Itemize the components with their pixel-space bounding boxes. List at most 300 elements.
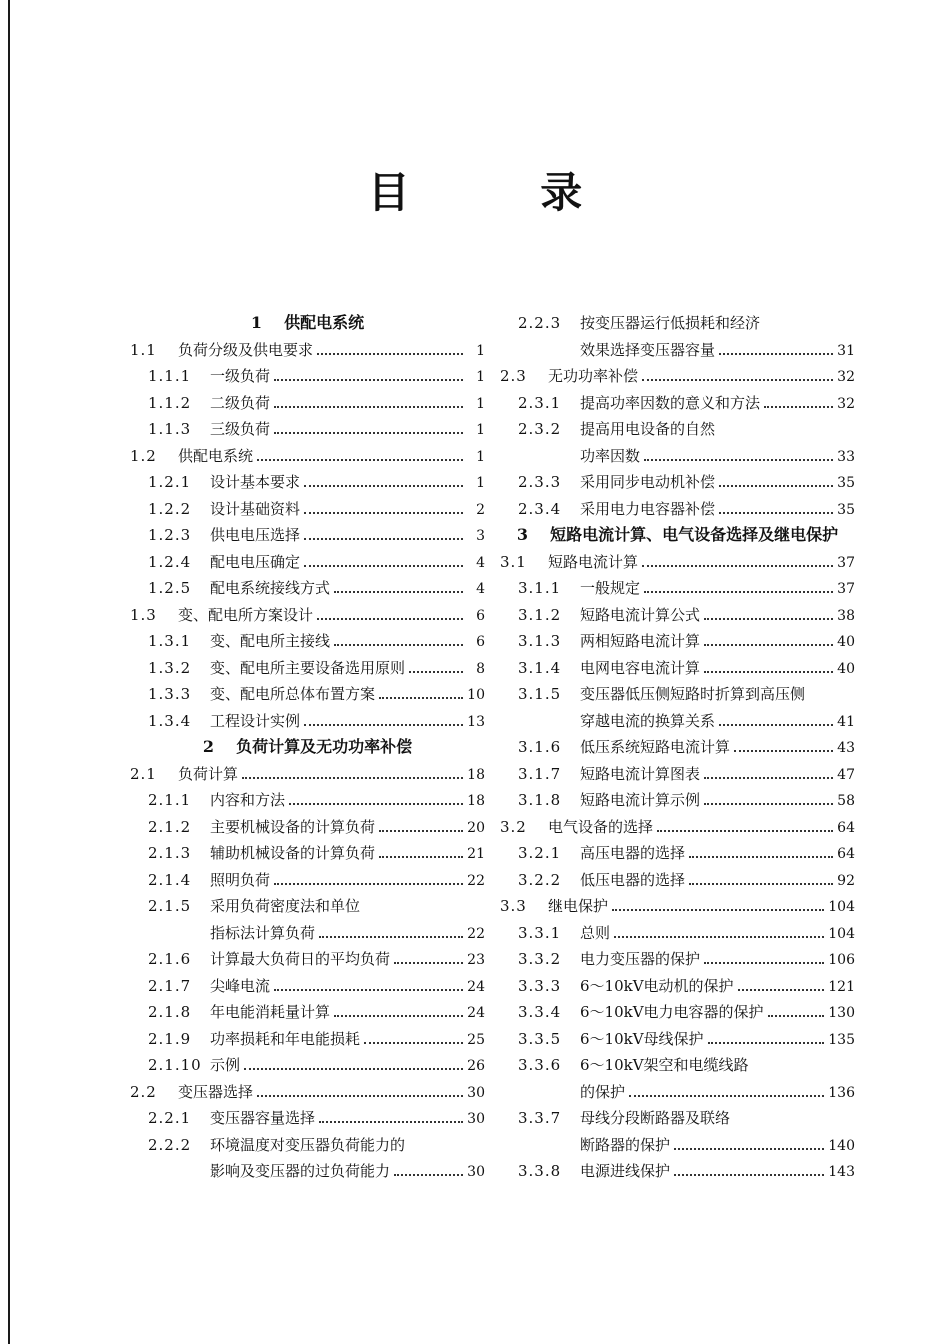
toc-subsection-entry[interactable]: [130, 522, 485, 549]
page-number: 140: [828, 1137, 855, 1154]
toc-entry-continuation[interactable]: [500, 1079, 855, 1106]
dot-leader: [379, 697, 463, 699]
toc-subsection-entry[interactable]: [500, 946, 855, 973]
toc-section-entry[interactable]: [500, 893, 855, 920]
page-number: 1: [476, 369, 485, 385]
entry-title: 变压器容量选择: [210, 1109, 316, 1127]
entry-title: 低压系统短路电流计算: [580, 738, 731, 756]
entry-number: 3.1.1: [518, 579, 562, 597]
page-number: 30: [467, 1111, 485, 1127]
page-number: 1: [476, 448, 485, 465]
toc-right-column: [500, 310, 855, 1185]
chapter-title: 供配电系统: [284, 313, 365, 332]
page-number: 20: [467, 819, 485, 836]
entry-number: 2.3.3: [518, 473, 562, 491]
page-number: 43: [837, 740, 855, 756]
toc-section-entry[interactable]: [130, 337, 485, 364]
entry-title: 功率因数: [580, 446, 641, 465]
toc-chapter-heading[interactable]: [500, 522, 855, 549]
toc-subsection-entry[interactable]: [130, 1052, 485, 1079]
toc-subsection-entry[interactable]: [130, 893, 485, 920]
entry-number: 1.3.3: [148, 685, 192, 703]
entry-title: 配电电压确定: [210, 552, 301, 571]
entry-title: 短路电流计算示例: [580, 791, 701, 809]
entry-number: 1.1.2: [148, 393, 192, 412]
toc-section-entry[interactable]: [130, 1079, 485, 1106]
entry-number: 2.3.1: [518, 393, 562, 412]
toc-subsection-entry[interactable]: [130, 946, 485, 973]
dot-leader: [689, 883, 833, 885]
entry-number: 2.1.6: [148, 950, 192, 968]
entry-number: 2.3.2: [518, 420, 562, 438]
page-title: 目 录: [367, 168, 641, 217]
chapter-title: 负荷计算及无功功率补偿: [236, 737, 413, 756]
entry-title: 短路电流计算公式: [580, 605, 701, 624]
toc-section-entry[interactable]: [500, 549, 855, 576]
page-number: 38: [837, 607, 855, 624]
toc-section-entry[interactable]: [500, 814, 855, 841]
toc-subsection-entry[interactable]: [130, 549, 485, 576]
dot-leader: [629, 1095, 824, 1097]
dot-leader: [319, 936, 463, 938]
entry-title: 主要机械设备的计算负荷: [210, 817, 376, 836]
toc-subsection-entry[interactable]: [500, 628, 855, 655]
toc-subsection-entry[interactable]: [130, 973, 485, 1000]
entry-title: 照明负荷: [210, 870, 271, 889]
toc-section-entry[interactable]: [130, 602, 485, 629]
page-number: 106: [828, 952, 855, 968]
page-number: 3: [476, 528, 485, 544]
entry-title: 6～10kV架空和电缆线路: [580, 1056, 749, 1074]
toc-entry-continuation[interactable]: [130, 920, 485, 947]
dot-leader: [317, 353, 463, 355]
toc-subsection-entry[interactable]: [500, 1105, 855, 1132]
dot-leader: [257, 459, 463, 461]
toc-subsection-entry[interactable]: [130, 628, 485, 655]
page-number: 37: [837, 581, 855, 597]
toc-subsection-entry[interactable]: [500, 1052, 855, 1079]
entry-number: 3.2.2: [518, 870, 562, 889]
dot-leader: [689, 856, 833, 858]
entry-title: 低压电器的选择: [580, 870, 686, 889]
entry-title: 设计基础资料: [210, 499, 301, 518]
toc-subsection-entry[interactable]: [500, 681, 855, 708]
dot-leader: [704, 618, 833, 620]
entry-title: 采用负荷密度法和单位: [210, 897, 361, 915]
toc-section-entry[interactable]: [500, 363, 855, 390]
dot-leader: [319, 1121, 463, 1123]
entry-title: 6～10kV母线保护: [580, 1029, 704, 1048]
page-number: 32: [837, 369, 855, 385]
page-number: 37: [837, 554, 855, 571]
entry-number: 2.2: [130, 1082, 157, 1101]
page-number: 18: [467, 793, 485, 809]
page-number: 136: [828, 1084, 855, 1101]
dot-leader: [304, 538, 463, 540]
entry-number: 2.1.2: [148, 817, 192, 836]
entry-number: 3.1.3: [518, 632, 562, 650]
entry-number: 1.2.4: [148, 552, 192, 571]
dot-leader: [242, 777, 463, 779]
entry-title: 提高用电设备的自然: [580, 420, 716, 438]
page-number: 8: [476, 660, 485, 677]
dot-leader: [642, 565, 833, 567]
entry-title: 按变压器运行低损耗和经济: [580, 314, 761, 332]
toc-entry-continuation[interactable]: [500, 708, 855, 735]
page-number: 13: [467, 713, 485, 730]
dot-leader: [304, 724, 463, 726]
dot-leader: [274, 989, 463, 991]
toc-subsection-entry[interactable]: [500, 469, 855, 496]
entry-number: 3.3.8: [518, 1162, 562, 1180]
toc-subsection-entry[interactable]: [130, 708, 485, 735]
page-number: 1: [476, 342, 485, 359]
entry-number: 1.1: [130, 340, 157, 359]
toc-subsection-entry[interactable]: [130, 867, 485, 894]
entry-title: 变、配电所总体布置方案: [210, 685, 376, 703]
entry-number: 3.3.4: [518, 1003, 562, 1021]
entry-title: 变压器选择: [178, 1082, 254, 1101]
toc-subsection-entry[interactable]: [500, 496, 855, 523]
entry-title: 短路电流计算图表: [580, 764, 701, 783]
dot-leader: [379, 830, 463, 832]
toc-subsection-entry[interactable]: [500, 867, 855, 894]
entry-number: 2.1.9: [148, 1029, 192, 1048]
entry-title: 母线分段断路器及联络: [580, 1109, 731, 1127]
entry-title: 继电保护: [548, 897, 609, 915]
toc-section-entry[interactable]: [130, 443, 485, 470]
toc-subsection-entry[interactable]: [130, 363, 485, 390]
entry-title: 无功功率补偿: [548, 367, 639, 385]
page-number: 41: [837, 713, 855, 730]
page-number: 6: [476, 607, 485, 624]
entry-number: 3.2.1: [518, 844, 562, 862]
page-number: 40: [837, 660, 855, 677]
page-number: 64: [837, 819, 855, 836]
dot-leader: [304, 485, 463, 487]
entry-title: 电力变压器的保护: [580, 950, 701, 968]
entry-number: 3.3.2: [518, 950, 562, 968]
dot-leader: [394, 962, 463, 964]
page-number: 30: [467, 1084, 485, 1101]
toc-chapter-heading[interactable]: [130, 310, 485, 337]
page-number: 104: [828, 925, 855, 942]
toc-entry-continuation[interactable]: [130, 1158, 485, 1185]
dot-leader: [642, 379, 833, 381]
dot-leader: [674, 1148, 824, 1150]
entry-title: 供电电压选择: [210, 526, 301, 544]
entry-number: 2.2.2: [148, 1135, 192, 1154]
page-number: 22: [467, 872, 485, 889]
page-number: 1: [476, 395, 485, 412]
entry-title: 电网电容电流计算: [580, 658, 701, 677]
entry-title: 总则: [580, 923, 611, 942]
dot-leader: [394, 1174, 463, 1176]
entry-number: 3.1: [500, 552, 527, 571]
entry-number: 3.1.6: [518, 738, 562, 756]
page-number: 35: [837, 475, 855, 491]
entry-number: 3.3.7: [518, 1109, 562, 1127]
entry-title: 穿越电流的换算关系: [580, 711, 716, 730]
toc-subsection-entry[interactable]: [500, 575, 855, 602]
toc-subsection-entry[interactable]: [500, 840, 855, 867]
dot-leader: [334, 1015, 463, 1017]
dot-leader: [704, 644, 833, 646]
dot-leader: [734, 750, 833, 752]
dot-leader: [379, 856, 463, 858]
toc-subsection-entry[interactable]: [500, 920, 855, 947]
entry-title: 设计基本要求: [210, 473, 301, 491]
toc-subsection-entry[interactable]: [130, 999, 485, 1026]
toc-entry-continuation[interactable]: [500, 337, 855, 364]
entry-number: 3.1.7: [518, 764, 562, 783]
dot-leader: [657, 830, 833, 832]
page-number: 32: [837, 395, 855, 412]
entry-number: 3.3.5: [518, 1029, 562, 1048]
entry-title: 变、配电所主接线: [210, 632, 331, 650]
dot-leader: [244, 1068, 463, 1070]
page-number: 24: [467, 978, 485, 995]
entry-number: 2.3.4: [518, 499, 562, 518]
dot-leader: [704, 671, 833, 673]
dot-leader: [334, 644, 463, 646]
page-number: 33: [837, 448, 855, 465]
entry-number: 3.3: [500, 897, 527, 915]
dot-leader: [614, 936, 824, 938]
entry-number: 3.1.2: [518, 605, 562, 624]
page-number: 18: [467, 766, 485, 783]
entry-title: 电气设备的选择: [548, 817, 654, 836]
toc-subsection-entry[interactable]: [130, 787, 485, 814]
page-number: 30: [467, 1164, 485, 1180]
entry-number: 2.1.3: [148, 844, 192, 862]
dot-leader: [274, 883, 463, 885]
entry-number: 2.3: [500, 367, 527, 385]
toc-subsection-entry[interactable]: [500, 1158, 855, 1185]
dot-leader: [738, 989, 825, 991]
toc-subsection-entry[interactable]: [130, 814, 485, 841]
entry-title: 指标法计算负荷: [210, 923, 316, 942]
page-number: 23: [467, 952, 485, 968]
page-number: 143: [828, 1164, 855, 1180]
entry-number: 1.2.2: [148, 499, 192, 518]
entry-number: 2.1.7: [148, 976, 192, 995]
toc-subsection-entry[interactable]: [130, 575, 485, 602]
page-number: 26: [467, 1058, 485, 1074]
entry-title: 辅助机械设备的计算负荷: [210, 844, 376, 862]
entry-number: 3.1.8: [518, 791, 562, 809]
dot-leader: [644, 591, 833, 593]
toc-subsection-entry[interactable]: [130, 390, 485, 417]
toc-subsection-entry[interactable]: [500, 787, 855, 814]
dot-leader: [612, 909, 824, 911]
entry-title: 计算最大负荷日的平均负荷: [210, 950, 391, 968]
entry-title: 变、配电所主要设备选用原则: [210, 658, 406, 677]
toc-entry-continuation[interactable]: [500, 443, 855, 470]
entry-number: 2.1.10: [148, 1056, 202, 1074]
toc-left-column: [130, 310, 485, 1185]
toc-subsection-entry[interactable]: [130, 840, 485, 867]
entry-title: 尖峰电流: [210, 976, 271, 995]
entry-number: 1.3.1: [148, 632, 192, 650]
dot-leader: [768, 1015, 825, 1017]
dot-leader: [674, 1174, 824, 1176]
entry-number: 3.3.6: [518, 1056, 562, 1074]
entry-number: 2.1.1: [148, 791, 192, 809]
entry-title: 一级负荷: [210, 367, 271, 385]
chapter-title: 短路电流计算、电气设备选择及继电保护: [550, 525, 839, 544]
toc-subsection-entry[interactable]: [130, 1026, 485, 1053]
chapter-number: 3: [516, 525, 529, 544]
entry-number: 1.3.2: [148, 658, 192, 677]
dot-leader: [409, 671, 463, 673]
page-number: 25: [467, 1031, 485, 1048]
toc-chapter-heading[interactable]: [130, 734, 485, 761]
entry-title: 提高功率因数的意义和方法: [580, 393, 761, 412]
dot-leader: [704, 803, 833, 805]
dot-leader: [764, 406, 833, 408]
entry-number: 1.2: [130, 446, 157, 465]
entry-title: 6～10kV电力电容器的保护: [580, 1003, 764, 1021]
entry-number: 3.3.1: [518, 923, 562, 942]
toc-subsection-entry[interactable]: [500, 390, 855, 417]
dot-leader: [334, 591, 463, 593]
toc-subsection-entry[interactable]: [500, 734, 855, 761]
toc-subsection-entry[interactable]: [130, 655, 485, 682]
entry-title: 负荷分级及供电要求: [178, 340, 314, 359]
page-number: 10: [467, 687, 485, 703]
entry-title: 一般规定: [580, 579, 641, 597]
entry-title: 两相短路电流计算: [580, 632, 701, 650]
chapter-number: 2: [202, 737, 215, 756]
dot-leader: [708, 1042, 825, 1044]
toc-subsection-entry[interactable]: [500, 999, 855, 1026]
entry-title: 采用同步电动机补偿: [580, 473, 716, 491]
toc-subsection-entry[interactable]: [130, 1132, 485, 1159]
entry-title: 工程设计实例: [210, 711, 301, 730]
dot-leader: [304, 512, 463, 514]
entry-title: 二级负荷: [210, 393, 271, 412]
toc-subsection-entry[interactable]: [130, 681, 485, 708]
entry-number: 1.3: [130, 605, 157, 624]
page-number: 1: [476, 422, 485, 438]
entry-title: 变、配电所方案设计: [178, 605, 314, 624]
page-number: 92: [837, 872, 855, 889]
page-number: 135: [828, 1031, 855, 1048]
entry-title: 配电系统接线方式: [210, 579, 331, 597]
page-number: 40: [837, 634, 855, 650]
toc-subsection-entry[interactable]: [500, 416, 855, 443]
dot-leader: [704, 777, 833, 779]
entry-number: 3.1.4: [518, 658, 562, 677]
entry-number: 1.2.3: [148, 526, 192, 544]
page-number: 121: [828, 978, 855, 995]
entry-title: 环境温度对变压器负荷能力的: [210, 1135, 406, 1154]
toc-subsection-entry[interactable]: [500, 973, 855, 1000]
toc-subsection-entry[interactable]: [130, 496, 485, 523]
entry-number: 2.1: [130, 764, 157, 783]
page-number: 64: [837, 846, 855, 862]
page-number: 6: [476, 634, 485, 650]
toc-subsection-entry[interactable]: [130, 469, 485, 496]
toc-entry-continuation[interactable]: [500, 1132, 855, 1159]
entry-title: 三级负荷: [210, 420, 271, 438]
entry-number: 2.2.3: [518, 314, 562, 332]
page-number: 4: [476, 581, 485, 597]
dot-leader: [317, 618, 463, 620]
toc-subsection-entry[interactable]: [130, 416, 485, 443]
toc-subsection-entry[interactable]: [500, 602, 855, 629]
dot-leader: [289, 803, 463, 805]
dot-leader: [719, 485, 833, 487]
entry-title: 电源进线保护: [580, 1162, 671, 1180]
toc-subsection-entry[interactable]: [130, 1105, 485, 1132]
page-number: 24: [467, 1005, 485, 1021]
entry-title: 供配电系统: [178, 446, 254, 465]
dot-leader: [364, 1042, 463, 1044]
dot-leader: [304, 565, 463, 567]
entry-title: 负荷计算: [178, 764, 239, 783]
dot-leader: [257, 1095, 463, 1097]
entry-title: 效果选择变压器容量: [580, 340, 716, 359]
entry-title: 断路器的保护: [580, 1135, 671, 1154]
entry-number: 1.3.4: [148, 711, 192, 730]
toc-subsection-entry[interactable]: [500, 310, 855, 337]
dot-leader: [274, 406, 463, 408]
entry-title: 内容和方法: [210, 791, 286, 809]
page-number: 58: [837, 793, 855, 809]
entry-title: 年电能消耗量计算: [210, 1003, 331, 1021]
entry-number: 1.1.1: [148, 367, 192, 385]
entry-title: 6～10kV电动机的保护: [580, 976, 734, 995]
dot-leader: [719, 353, 833, 355]
dot-leader: [719, 512, 833, 514]
entry-number: 2.1.5: [148, 897, 192, 915]
toc-subsection-entry[interactable]: [500, 655, 855, 682]
toc-section-entry[interactable]: [130, 761, 485, 788]
dot-leader: [274, 432, 463, 434]
chapter-number: 1: [250, 313, 263, 332]
page-number: 22: [467, 925, 485, 942]
page-number: 47: [837, 766, 855, 783]
entry-title: 功率损耗和年电能损耗: [210, 1029, 361, 1048]
entry-number: 3.1.5: [518, 685, 562, 703]
entry-number: 1.2.1: [148, 473, 192, 491]
entry-title: 采用电力电容器补偿: [580, 499, 716, 518]
entry-title: 的保护: [580, 1082, 626, 1101]
page-number: 21: [467, 846, 485, 862]
entry-title: 高压电器的选择: [580, 844, 686, 862]
page-number: 35: [837, 501, 855, 518]
entry-number: 1.2.5: [148, 579, 192, 597]
entry-title: 示例: [210, 1056, 241, 1074]
entry-number: 3.2: [500, 817, 527, 836]
page-number: 130: [828, 1005, 855, 1021]
entry-number: 1.1.3: [148, 420, 192, 438]
dot-leader: [644, 459, 833, 461]
page-number: 31: [837, 342, 855, 359]
page-number: 2: [476, 501, 485, 518]
entry-number: 2.1.8: [148, 1003, 192, 1021]
entry-title: 短路电流计算: [548, 552, 639, 571]
dot-leader: [704, 962, 824, 964]
dot-leader: [719, 724, 833, 726]
toc-subsection-entry[interactable]: [500, 1026, 855, 1053]
toc-subsection-entry[interactable]: [500, 761, 855, 788]
entry-number: 2.1.4: [148, 870, 192, 889]
entry-title: 影响及变压器的过负荷能力: [210, 1162, 391, 1180]
entry-title: 变压器低压侧短路时折算到高压侧: [580, 685, 806, 703]
